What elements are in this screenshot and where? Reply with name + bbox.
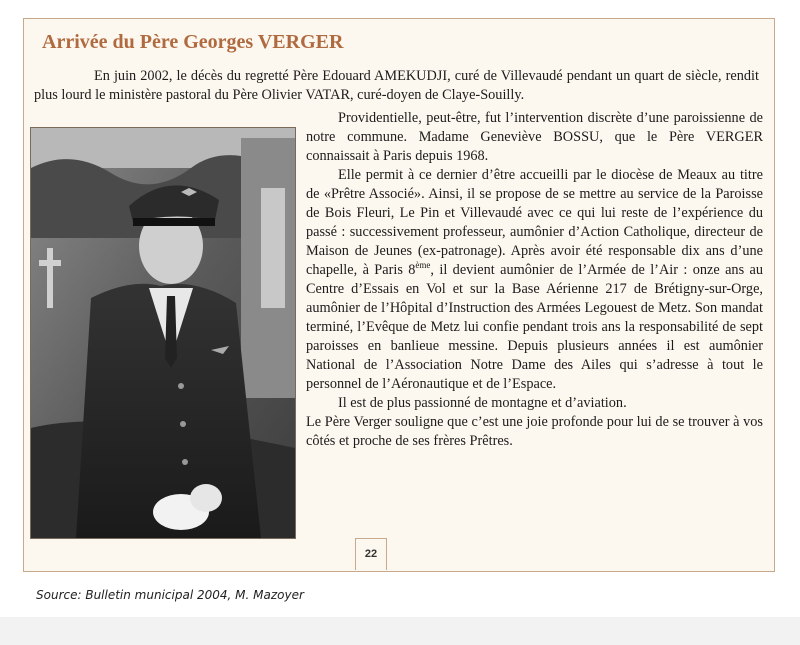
intro-paragraph: En juin 2002, le décès du regretté Père Edouard AMEKUDJI, curé de Villevaudé pendant un quart de siècle, rendit plus lourd le ministère pastoral du Père Olivier VATAR, curé-doyen de Claye-Souilly. <box>34 68 759 103</box>
priest-photo-image <box>31 128 295 538</box>
superscript-eme: ème <box>415 260 431 271</box>
source-caption: Source: Bulletin municipal 2004, M. Mazoyer <box>36 588 304 602</box>
page-number: 22 <box>355 538 387 570</box>
paragraph-3: Il est de plus passionné de montagne et d’aviation. <box>338 395 627 411</box>
paragraph-1: Providentielle, peut-être, fut l’intervention discrète d’une paroissienne de notre commune. Madame Geneviève BOSSU, que le Père VERGER connaissait à Paris depuis 1968. <box>306 110 763 164</box>
paragraph-2: Elle permit à ce dernier d’être accueilli par le diocèse de Meaux au titre de «Prêtre Associé». Ainsi, il se propose de se mettre au service de la Paroisse de Bois Fleuri, Le Pin et Villevaudé avec ce qui lui reste de l’expérience du passé : successivement professeur, aumônier d’Action Catholique, directeur de Maison de Jeunes (ex-patronage). Après avoir été responsable dix ans d’une chapelle, à Paris 8ème, il devient aumônier de l’Armée de l’Air : onze ans au Centre d’Essais en Vol et sur la Base Aérienne 217 de Brétigny-sur-Orge, aumônier de l’Hôpital d’Instruction des Armées Legouest de Metz. Son mandat terminé, l’Evêque de Metz lui confie pendant trois ans la responsabilité de sept paroisses en banlieue messine. Depuis plusieurs années il est aumônier National de l’Association Notre Dame des Ailes qui s’adresse à tout le personnel de l’Aéronautique et de l’Espace. <box>306 167 763 392</box>
article-body <box>306 109 763 451</box>
paragraph-4: Le Père Verger souligne que c’est une joie profonde pour lui de se trouver à vos côtés et proche de ses frères Prêtres. <box>306 414 763 449</box>
footer-band <box>0 617 800 645</box>
article-title: Arrivée du Père Georges VERGER <box>42 31 344 53</box>
priest-photo <box>30 127 296 539</box>
bulletin-page <box>23 18 775 572</box>
